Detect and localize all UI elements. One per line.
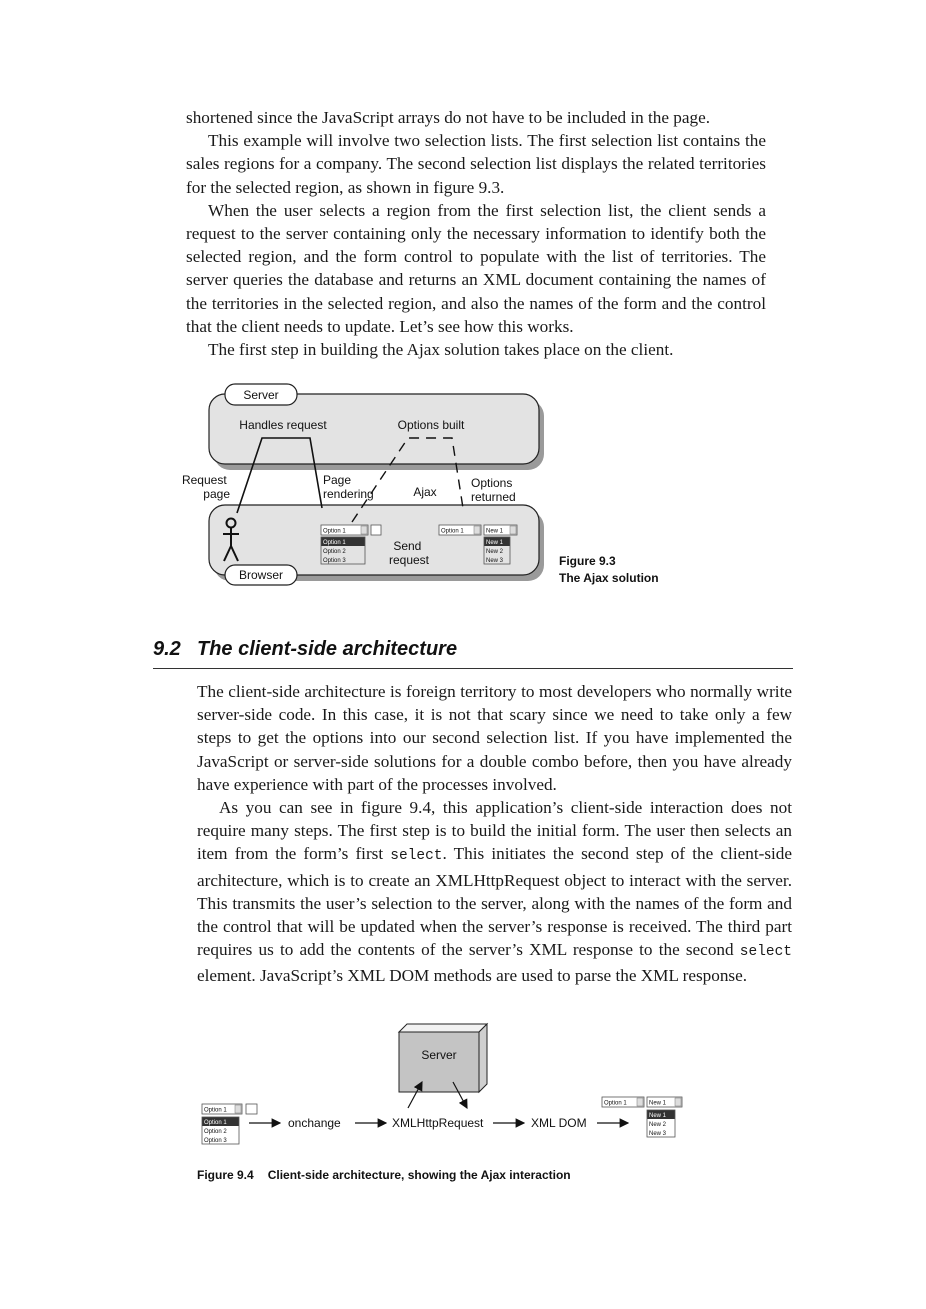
- svg-text:Option 2: Option 2: [204, 1129, 227, 1135]
- xmlhttprequest-label: XMLHttpRequest: [392, 1116, 484, 1130]
- svg-text:Option 1: Option 1: [604, 1100, 627, 1107]
- svg-text:Option 3: Option 3: [204, 1138, 227, 1144]
- handles-request-label: Handles request: [239, 418, 327, 432]
- svg-text:New 1: New 1: [486, 540, 504, 546]
- svg-text:Option 2: Option 2: [323, 549, 346, 555]
- svg-text:Option 1: Option 1: [204, 1107, 227, 1114]
- svg-text:New 1: New 1: [486, 528, 504, 535]
- server-label: Server: [421, 1048, 457, 1062]
- paragraph: The first step in building the Ajax solution takes place on the client.: [208, 340, 674, 360]
- code-select: select: [739, 944, 793, 961]
- figure-9-3-caption: [559, 553, 659, 587]
- options-returned-label: Options returned: [471, 476, 516, 504]
- section-title: The client-side architecture: [197, 638, 458, 660]
- select-list-result: [602, 1097, 682, 1137]
- paragraph: When the user selects a region from the first selection list, the client sends a request to the server containing only the necessary information to identify both the selected region, and the form control to populate with the list of territories. The server queries the database and returns an XML document containing the names of the territories in the selected region, and also the names of the form and the control that the client needs to update. Let’s see how this works.: [186, 200, 766, 336]
- svg-text:Option 3: Option 3: [323, 558, 346, 564]
- paragraph: This example will involve two selection lists. The first selection list contains the sales regions for a company. The second selection list displays the related territories for the selected region, as shown in figure 9.3.: [186, 131, 766, 197]
- svg-text:Option 1: Option 1: [323, 540, 346, 546]
- paragraph: shortened since the JavaScript arrays do not have to be included in the page.: [186, 108, 711, 127]
- figure-title: The Ajax solution: [559, 571, 659, 585]
- onchange-label: onchange: [288, 1116, 341, 1130]
- figure-label: Figure 9.4: [197, 1168, 254, 1182]
- section-body: [197, 680, 792, 988]
- ajax-label: Ajax: [413, 485, 437, 499]
- paragraph: The client-side architecture is foreign territory to most developers who normally write server-side code. In this case, it is not that scary since we need to take only a few steps to get the options into our second selection list. If you have implemented the JavaScript or server-side solutions for a double combo before, then you have already have experience with part of the processes involved.: [197, 682, 792, 794]
- paragraph: As you can see in figure 9.4, this application’s client-side interaction does not require many steps. The first step is to build the initial form. The user then selects an item from the form’s first select. This initiates the second step of the client-side architecture, which is to create an XMLHttpRequest object to interact with the server. This transmits the user’s selection to the server, along with the names of the form and the control that will be updated when the server’s response is received. The third part requires us to add the contents of the server’s XML response to the second select element. JavaScript’s XML DOM methods are used to parse the XML response.: [197, 798, 793, 986]
- browser-label: Browser: [238, 568, 284, 582]
- figure-9-3-diagram: [180, 380, 550, 590]
- request-page-label: Request page: [181, 473, 230, 501]
- svg-text:Option 1: Option 1: [441, 528, 464, 535]
- figure-9-4-caption: [197, 1168, 571, 1182]
- send-request-label: Send request: [388, 539, 430, 567]
- xml-dom-label: XML DOM: [531, 1116, 587, 1130]
- select-list-initial: [202, 1104, 257, 1144]
- svg-text:New 3: New 3: [486, 558, 504, 564]
- svg-text:New 3: New 3: [649, 1131, 667, 1137]
- svg-text:New 2: New 2: [649, 1122, 667, 1128]
- section-number: 9.2: [153, 638, 181, 660]
- figure-label: Figure 9.3: [559, 554, 616, 568]
- svg-text:Option 1: Option 1: [204, 1120, 227, 1126]
- intro-text: [186, 106, 766, 361]
- options-built-label: Options built: [397, 418, 465, 432]
- figure-9-4-diagram: [195, 1020, 695, 1155]
- svg-text:New 1: New 1: [649, 1100, 667, 1107]
- section-heading: [153, 636, 793, 669]
- page-rendering-label: Page rendering: [323, 473, 374, 501]
- svg-text:Option 1: Option 1: [323, 528, 346, 535]
- figure-title: Client-side architecture, showing the Ajax interaction: [267, 1168, 571, 1182]
- svg-text:New 1: New 1: [649, 1113, 667, 1119]
- svg-text:New 2: New 2: [486, 549, 504, 555]
- server-label: Server: [243, 388, 279, 402]
- code-select: select: [390, 848, 443, 865]
